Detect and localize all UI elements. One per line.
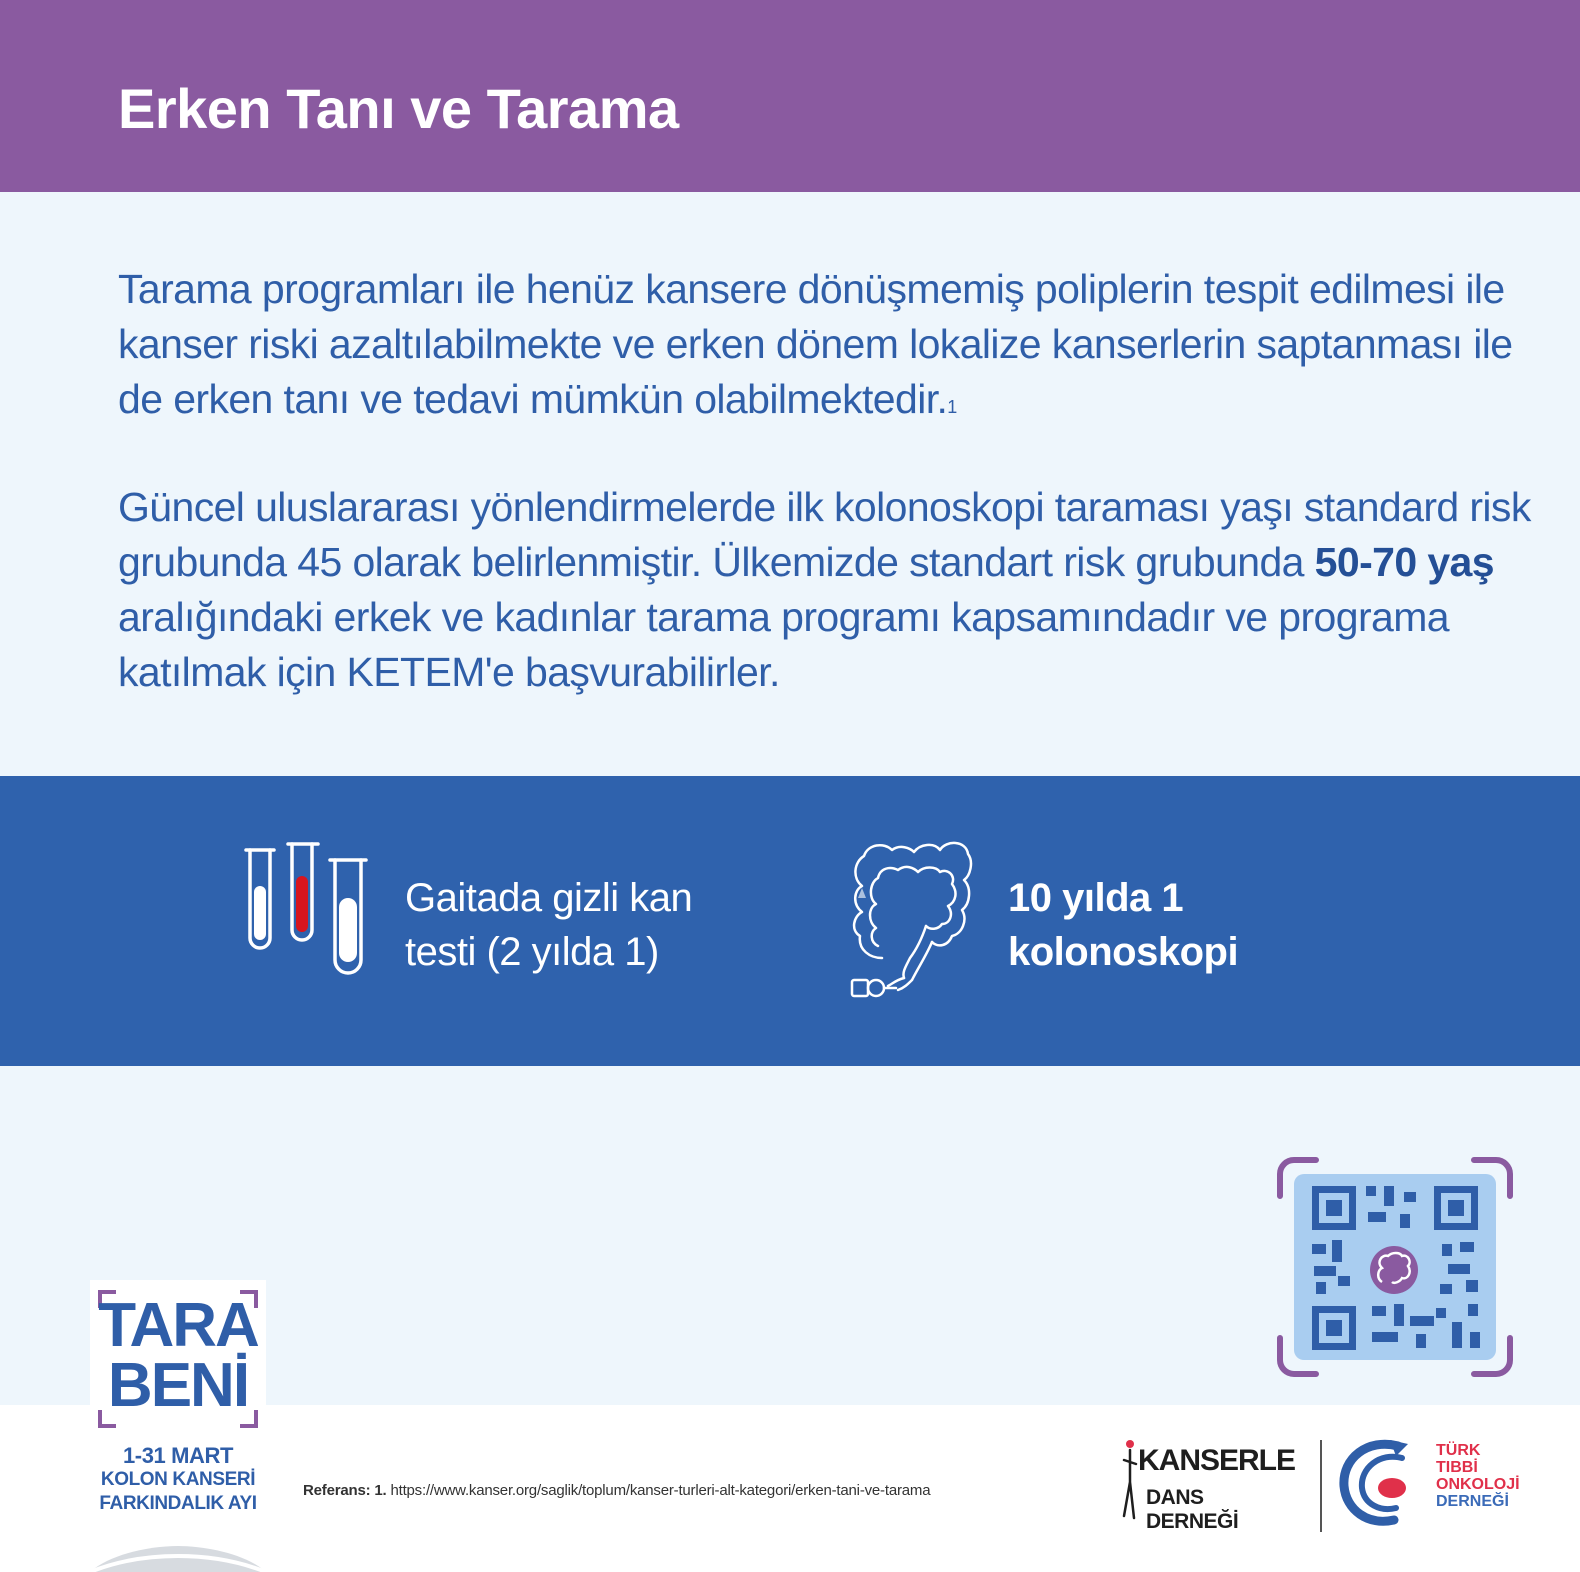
ttod-line-2: TIBBİ [1436,1459,1478,1476]
reference-note [303,1482,930,1499]
reference-marker: 1 [947,397,957,417]
reference-label: Referans: 1. [303,1482,387,1499]
campaign-word-tara: TARA [98,1291,258,1360]
kdd-line-1: KANSERLE [1138,1444,1296,1477]
intro-paragraph-1 [118,262,1538,427]
intro-paragraph-2-end: aralığındaki erkek ve kadınlar tarama programı kapsamındadır ve programa katılmak için KETEM'e başvurabilirler. [118,594,1449,695]
test-tubes-icon [244,842,370,980]
reference-link[interactable]: https://www.kanser.org/saglik/toplum/kanser-turleri-alt-kategori/erken-tani-ve-tarama [390,1482,931,1499]
turk-tibbi-onkoloji-dernegi-logo [1338,1432,1518,1532]
qr-code[interactable] [1276,1156,1514,1378]
colonoscopy-label-line-1: 10 yılda 1 [1008,876,1184,920]
fobt-label [405,871,692,979]
colonoscopy-label [1008,871,1238,979]
screening-methods-band [0,776,1580,1066]
age-range-highlight: 50-70 yaş [1314,539,1494,585]
campaign-word-beni: BENİ [107,1351,249,1420]
campaign-dates: 1-31 MART [122,1443,234,1468]
fobt-label-line-2: testi (2 yılda 1) [405,930,659,974]
page-title: Erken Tanı ve Tarama [118,77,679,140]
ttod-line-4: DERNEĞİ [1436,1493,1509,1510]
intro-paragraph-2 [118,480,1538,700]
intro-paragraph-2-start: Güncel uluslararası yönlendirmelerde ilk kolonoskopi taraması yaşı standard risk grubunda 45 olarak belirlenmiştir. Ülkemizde standart risk grubunda [118,484,1531,585]
logo-divider [1320,1440,1322,1532]
tara-beni-campaign-logo [90,1280,266,1572]
campaign-subtitle-2: FARKINDALIK AYI [99,1493,257,1514]
intro-paragraph-1-text: Tarama programları ile henüz kansere dönüşmemiş poliplerin tespit edilmesi ile kanser riski azaltılabilmekte ve erken dönem lokalize kanserlerin saptanması ile de erken tanı ve tedavi mümkün olabilmektedir. [118,266,1513,422]
ttod-line-3: ONKOLOJİ [1436,1476,1520,1493]
ttod-line-1: TÜRK [1436,1442,1481,1459]
campaign-subtitle-1: KOLON KANSERİ [100,1469,256,1490]
swoosh-decoration [90,1524,266,1572]
header-bar [0,0,1580,192]
kdd-line-2: DANS DERNEĞİ [1146,1486,1239,1533]
ttod-emblem-icon [1338,1432,1434,1532]
colonoscopy-label-line-2: kolonoskopi [1008,930,1239,974]
colon-icon [848,838,974,1002]
dancer-icon [1118,1436,1140,1536]
fobt-label-line-1: Gaitada gizli kan [405,876,693,920]
kanserle-dans-dernegi-logo [1118,1436,1298,1536]
